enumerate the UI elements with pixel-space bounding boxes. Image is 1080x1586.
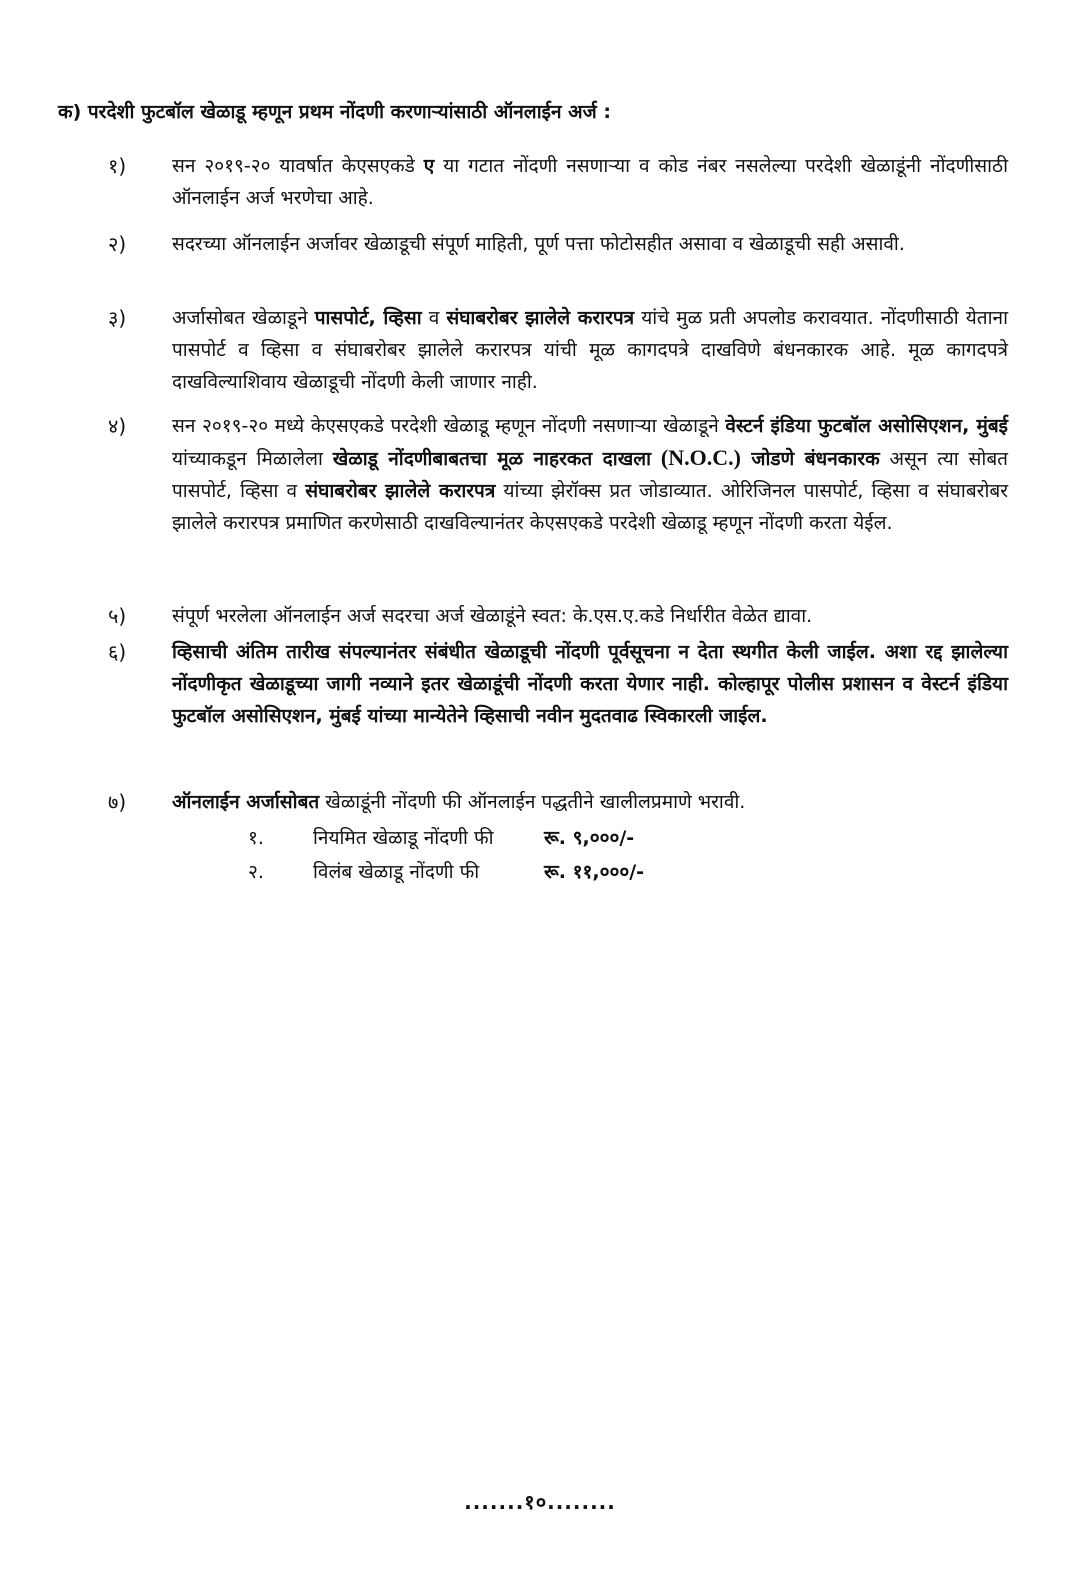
bold-run: संघाबरोबर झालेले करारपत्र [305,480,496,502]
item-text [172,410,1008,539]
noc-abbrev: (N.O.C.) [660,445,741,470]
text-run: यांच्या झेरॉक्स प्रत जोडाव्यात. ओरिजिनल पासपोर्ट, व्हिसा व संघाबरोबर झालेले करारपत्र प्रमाणित करणेसाठी दाखविल्यानंतर केएसएकडे परदेशी खेळाडू म्हणून नोंदणी करता येईल. [172,480,1008,534]
text-run: संपूर्ण भरलेला ऑनलाईन अर्ज सदरचा अर्ज खेळाडूंने स्वत: के.एस.ए.कडे निर्धारीत वेळेत द्यावा. [172,605,813,627]
item-text [172,786,1008,818]
fee-amount: रू. ९,०००/- [544,827,635,849]
text-run: सदरच्या ऑनलाईन अर्जावर खेळाडूची संपूर्ण माहिती, पूर्ण पत्ता फोटोसहीत असावा व खेळाडूची सही असावी. [172,233,905,255]
item-text [172,636,1008,732]
text-run: अर्जासोबत खेळाडूने [172,307,315,329]
text-run: व [421,307,447,329]
item-number: २) [108,232,127,256]
bold-run: खेळाडू नोंदणीबाबतचा मूळ नाहरकत दाखला [332,448,652,470]
item-number: ३) [108,306,127,330]
fee-label: नियमित खेळाडू नोंदणी फी [313,827,494,849]
item-number: ७) [108,790,127,814]
fee-row [248,856,768,888]
text-run: यांच्याकडून मिळालेला [172,448,333,470]
item-text [172,150,1008,214]
bold-run: वेस्टर्न इंडिया फुटबॉल असोसिएशन, मुंबई [725,415,1008,437]
section-heading: क) परदेशी फुटबॉल खेळाडू म्हणून प्रथम नोंदणी करणाऱ्यांसाठी ऑनलाईन अर्ज : [58,101,611,123]
item-text [172,600,1008,632]
fee-label: विलंब खेळाडू नोंदणी फी [313,861,480,883]
text-run: या गटात नोंदणी नसणाऱ्या व कोड नंबर नसलेल्या परदेशी खेळाडूंनी नोंदणीसाठी ऑनलाईन अर्ज भरणेचा आहे. [172,155,1008,209]
bold-run: संघाबरोबर झालेले करारपत्र [446,307,635,329]
bold-run: पासपोर्ट, व्हिसा [314,307,422,329]
bold-run: ए [423,155,435,177]
fee-row [248,822,768,854]
text-run: सन २०१९-२० यावर्षात केएसएकडे [172,155,424,177]
bold-run: जोडणे बंधनकारक [740,448,880,470]
text-run: यांचे मुळ प्रती अपलोड करावयात. नोंदणीसाठी येताना पासपोर्ट व व्हिसा व संघाबरोबर झालेले करारपत्र यांची मूळ कागदपत्रे दाखविणे बंधनकारक आहे. मूळ कागदपत्रे दाखविल्याशिवाय खेळाडूची नोंदणी केली जाणार नाही. [172,307,1008,393]
text-run: खेळाडूंनी नोंदणी फी ऑनलाईन पद्धतीने खालीलप्रमाणे भरावी. [319,791,746,813]
item-text [172,302,1008,398]
item-number: ५) [108,604,127,628]
item-number: ४) [108,414,127,438]
item-number: ६) [108,640,127,664]
bold-run: ऑनलाईन अर्जासोबत [172,791,320,813]
fee-number: १. [248,827,264,849]
fee-number: २. [248,861,264,883]
text-run: सन २०१९-२० मध्ये केएसएकडे परदेशी खेळाडू म्हणून नोंदणी नसणाऱ्या खेळाडूने [172,415,726,437]
fee-amount: रू. ११,०००/- [544,861,645,883]
bold-run: व्हिसाची अंतिम तारीख संपल्यानंतर संबंधीत खेळाडूची नोंदणी पूर्वसूचना न देता स्थगीत केली जाईल. अशा रद्द झालेल्या नोंदणीकृत खेळाडूच्या जागी नव्याने इतर खेळाडूंची नोंदणी करता येणार नाही. कोल्हापूर पोलीस प्रशासन व वेस्टर्न इंडिया फुटबॉल असोसिएशन, मुंबई यांच्या मान्येतेने व्हिसाची नवीन मुदतवाढ स्विकारली जाईल. [172,641,1008,727]
text-run: असून त्या सोबत पासपोर्ट, व्हिसा व [172,448,1009,502]
page-number: .......१०........ [464,1490,616,1514]
item-number: १) [108,154,127,178]
item-text [172,228,1008,260]
